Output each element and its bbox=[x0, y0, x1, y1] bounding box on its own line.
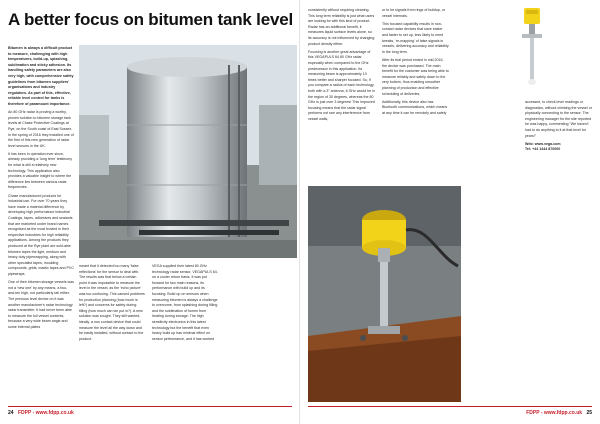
body-paragraph: VEGA supplied their latest 80 GHz technology radar sensor, VEGAPULS 64, on a cooler return basis. It was put forward for two main reasons, its performance with build up and its focusing. Build up on sensors when measuring bitumen is always a challenge to overcome, from splashing during filling and the sublimation of fumes from heating during storage. The high sensitivity electronics in this latest technology but the benefit that even heavy build up has minimal effect on sensor performance, and it has worked bbox=[152, 264, 218, 341]
contact-web: Web: www.vega.com bbox=[525, 141, 561, 146]
article-title: A better focus on bitumen tank level bbox=[8, 10, 293, 29]
installed-sensor-photo bbox=[308, 186, 461, 402]
body-paragraph: One of their bitumen storage vessels was not a 'new one' by any means, a two-and-ten high, not particularly tall either. The previous level device on it was another manufacturer's radar technology radar transmitter. It had never been able to measure the full vessel contents, because a very wide beam angle and some internal plates bbox=[8, 280, 74, 329]
right-column-1 bbox=[308, 8, 375, 125]
body-paragraph: Additionally, this device also has Bluetooth communications, which means at any time it can be remotely and safely bbox=[382, 99, 448, 115]
body-paragraph: After its trial period ended in mid 2016, the device was purchased. The main benefit for the customer was being able to measure reliably and safely down to the very bottom, thus enabling smoother planning of production and effective scheduling of deliveries. bbox=[382, 57, 449, 96]
body-paragraph: This focused capability results in non-contact radar devices that save easier and faster to set up, less likely to need tweaks, 're-mapping' of false signals in vessels, delivering accuracy and reliability in the long term. bbox=[382, 21, 449, 54]
footer-rule bbox=[8, 406, 292, 407]
contact-tel: Tel: +44 1444 870000 bbox=[525, 147, 561, 152]
right-page bbox=[300, 0, 600, 424]
right-column-3 bbox=[525, 100, 593, 153]
body-paragraph: or to be signals from rings of buildup, or vessel internals. bbox=[382, 8, 446, 18]
radar-sensor-product-photo bbox=[518, 6, 546, 88]
left-column-1 bbox=[8, 46, 74, 333]
body-paragraph: Chase manufactured products for industrial use. For over 70 years they have made a material difference by developing high performance industrial Coatings, tapes, adhesives and sealants that are marketed under brand names recognised as the most trusted in their respective industries for high reliability applications. Among the products they produced at the Rye plant are sold-able bitumen tapes the light, medium and heavy duty pipewrapping, along with other specialist tapes, moulding compounds, grids, mastic tapes and PVC pipewraps. bbox=[8, 193, 74, 276]
body-paragraph: It has been in operation ever since, already providing a 'long term' testimony for what is still a relatively new technology. This application also provides a valuable insight to where the difference lies between various radar frequencies. bbox=[8, 151, 73, 190]
right-column-2 bbox=[382, 8, 449, 119]
left-column-2 bbox=[79, 264, 145, 345]
page-number: 25 bbox=[586, 410, 592, 416]
page-number: 24 bbox=[8, 410, 14, 416]
body-paragraph: An 80 GHz radar is proving a worthy, proven solution to bitumen storage tank levels at Chase Protective Coatings at Rye, on the South coast of East Sussex. In the spring of 2016 they installed one of the first of this new generation of radar level sensors in the UK. bbox=[8, 110, 74, 148]
footer-site: FDPP - www.fdpp.co.uk bbox=[526, 410, 583, 416]
body-paragraph: Focusing is another great advantage of this VEGAPULS 64 80 GHz radar, especially when compared to the GHz predecessor in this application. Its measuring beam is approximately 10 times better and sharper focused. So, if you compare a radius of each technology, both with a 3" antenna, 6 GHz would be in the region of 30 degrees, whereas the 80 GHz is just over 3 degrees! This improved focusing means that the radar signal performs not see any interference from vessel walls, bbox=[308, 49, 376, 121]
body-paragraph: meant that it detected too many 'false reflections' for the sensor to deal with. The results was that below a certain point it was impossible to measure the level in the vessel, as the 'echo picture' was too confusing. This caused problems for production planning (how much is left?) and concerns for safety during filling (how much can we put in?). A new solution was sought. They still wanted, ideally, a non contact device that could measure the level all the way down and be easily installed, without contact to the product. bbox=[79, 264, 145, 341]
intro-paragraph: Bitumen is always a difficult product to measure, challenging with high temperatures, build-up, splashing, sublimation and sticky adhesion. Its handling safety parameters are also very high, with comprehensive safety guidelines from bitumen suppliers' organisations and industry regulators. As part of this, effective, reliable level control for tanks is therefore of paramount importance. bbox=[8, 46, 74, 106]
footer-rule bbox=[308, 406, 592, 407]
left-page-footer bbox=[8, 410, 74, 416]
right-page-footer bbox=[526, 410, 592, 416]
body-paragraph: accessed, to check level readings or diagnostics, without climbing the vessel or physically connecting to the sensor. The engineering manager for the site reported he was happy, commenting "We haven't had to do anything to it at that level for years!" bbox=[525, 100, 592, 138]
body-paragraph: consistently without requiring cleaning. This long term reliability is just what users are looking for with this kind of product. Radar has an additional benefit, it measures liquid surface levels alone, so its accuracy is not influenced by changing product density either. bbox=[308, 8, 375, 46]
footer-site: FDPP - www.fdpp.co.uk bbox=[17, 410, 74, 416]
bitumen-tank-photo bbox=[79, 45, 297, 258]
left-column-3 bbox=[152, 264, 218, 345]
